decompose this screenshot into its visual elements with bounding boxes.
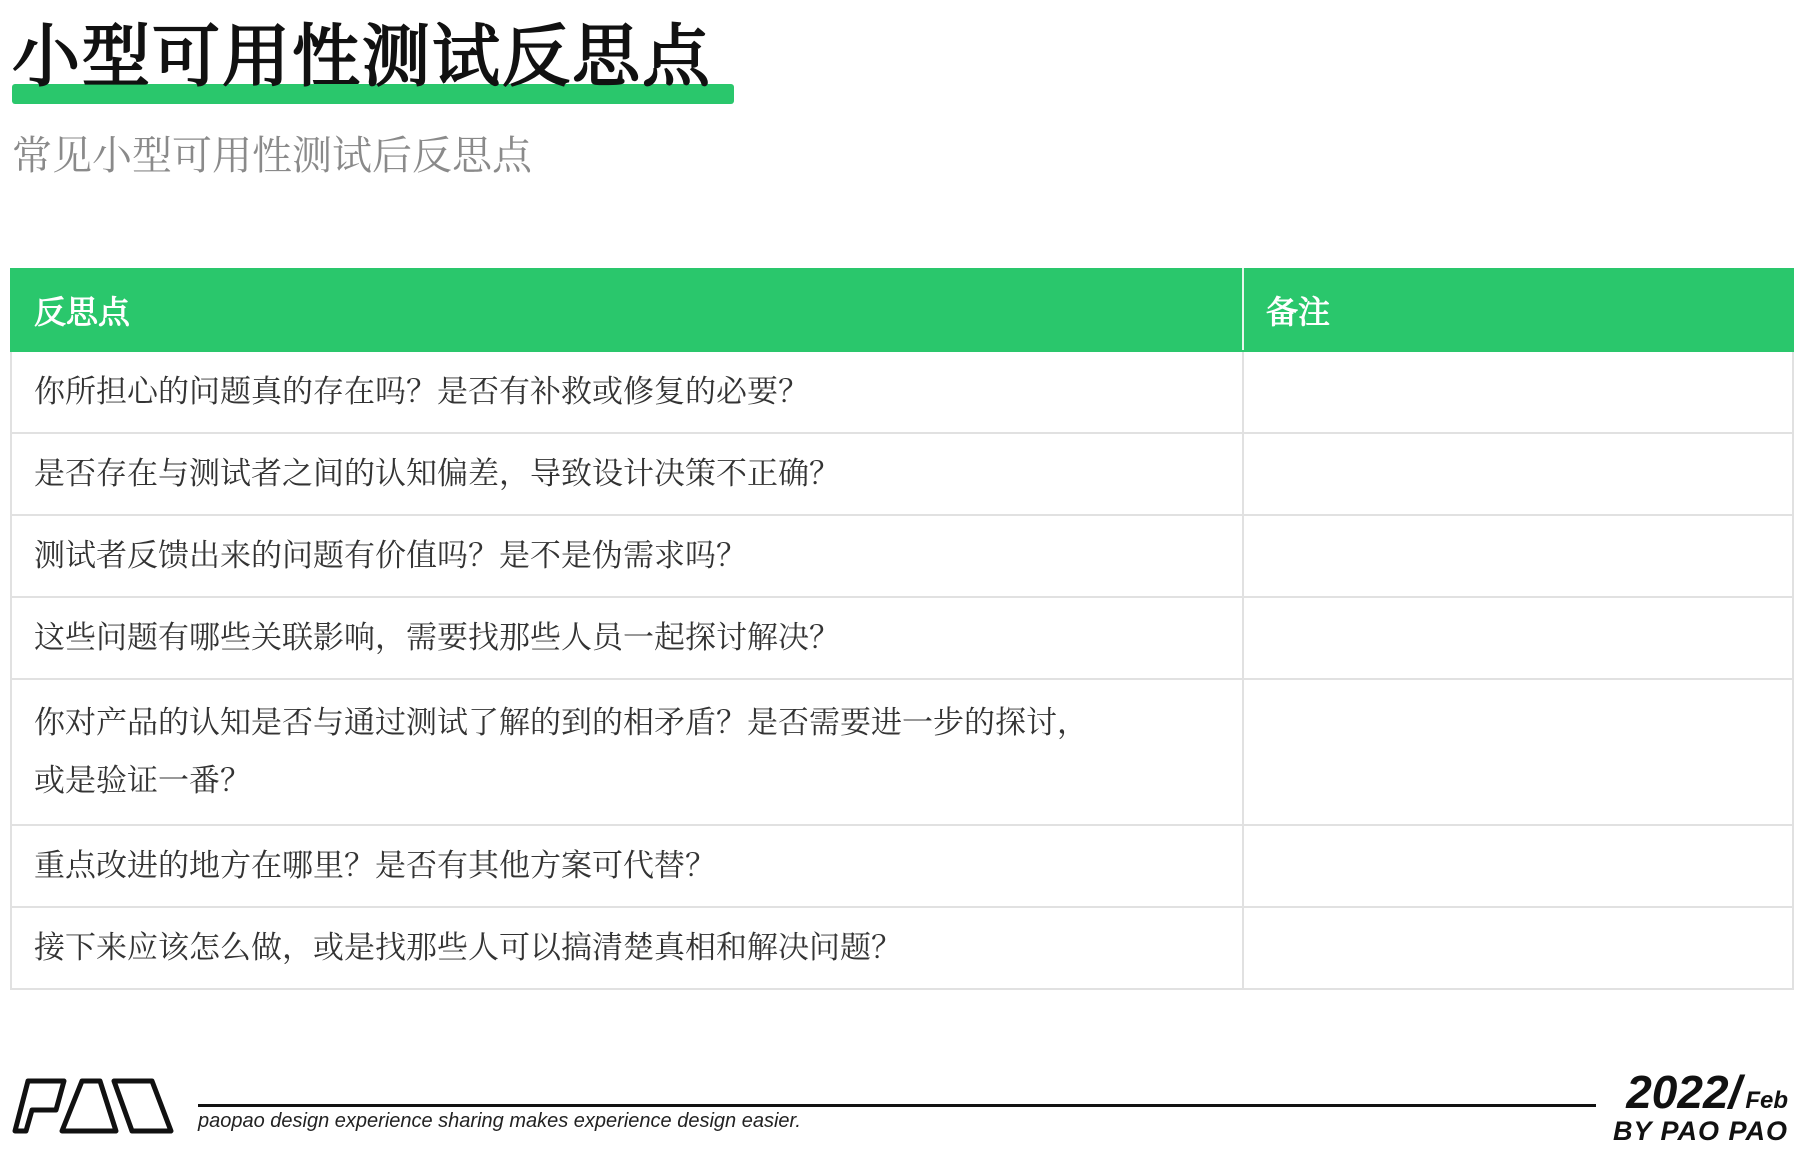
reflection-table — [10, 268, 1794, 990]
note-cell — [1243, 515, 1793, 597]
point-cell: 重点改进的地方在哪里？是否有其他方案可代替？ — [11, 825, 1243, 907]
table-row — [11, 679, 1793, 825]
footer-divider — [198, 1104, 1596, 1107]
table-row — [11, 515, 1793, 597]
note-cell — [1243, 597, 1793, 679]
table-header — [11, 269, 1793, 351]
footer-year: 2022/ — [1626, 1066, 1742, 1118]
title-block — [12, 18, 712, 98]
table-row — [11, 597, 1793, 679]
footer-month: Feb — [1745, 1087, 1788, 1114]
point-cell: 是否存在与测试者之间的认知偏差，导致设计决策不正确？ — [11, 433, 1243, 515]
table-body — [11, 351, 1793, 989]
table-row — [11, 351, 1793, 433]
table-row — [11, 433, 1793, 515]
page-title: 小型可用性测试反思点 — [12, 18, 713, 97]
point-cell — [11, 679, 1243, 825]
footer-date-block — [1613, 1068, 1788, 1146]
table-row — [11, 907, 1793, 989]
point-cell-line: 你对产品的认知是否与通过测试了解的到的相矛盾？是否需要进一步的探讨， — [34, 705, 1088, 741]
note-cell — [1243, 907, 1793, 989]
note-cell — [1243, 351, 1793, 433]
column-header-point: 反思点 — [11, 269, 1243, 351]
footer-date — [1613, 1068, 1788, 1116]
point-cell: 接下来应该怎么做，或是找那些人可以搞清楚真相和解决问题？ — [11, 907, 1243, 989]
table-header-row — [11, 269, 1793, 351]
pao-logo-icon — [12, 1078, 174, 1134]
page-subtitle: 常见小型可用性测试后反思点 — [12, 133, 532, 179]
point-cell-line: 或是验证一番？ — [34, 763, 251, 799]
point-cell: 这些问题有哪些关联影响，需要找那些人员一起探讨解决？ — [11, 597, 1243, 679]
point-cell: 测试者反馈出来的问题有价值吗？是不是伪需求吗？ — [11, 515, 1243, 597]
note-cell — [1243, 825, 1793, 907]
footer-byline: BY PAO PAO — [1612, 1116, 1788, 1146]
footer-tagline: paopao design experience sharing makes experience design easier. — [198, 1110, 801, 1132]
point-cell: 你所担心的问题真的存在吗？是否有补救或修复的必要？ — [11, 351, 1243, 433]
note-cell — [1243, 433, 1793, 515]
note-cell — [1243, 679, 1793, 825]
table-row — [11, 825, 1793, 907]
column-header-note: 备注 — [1243, 269, 1793, 351]
